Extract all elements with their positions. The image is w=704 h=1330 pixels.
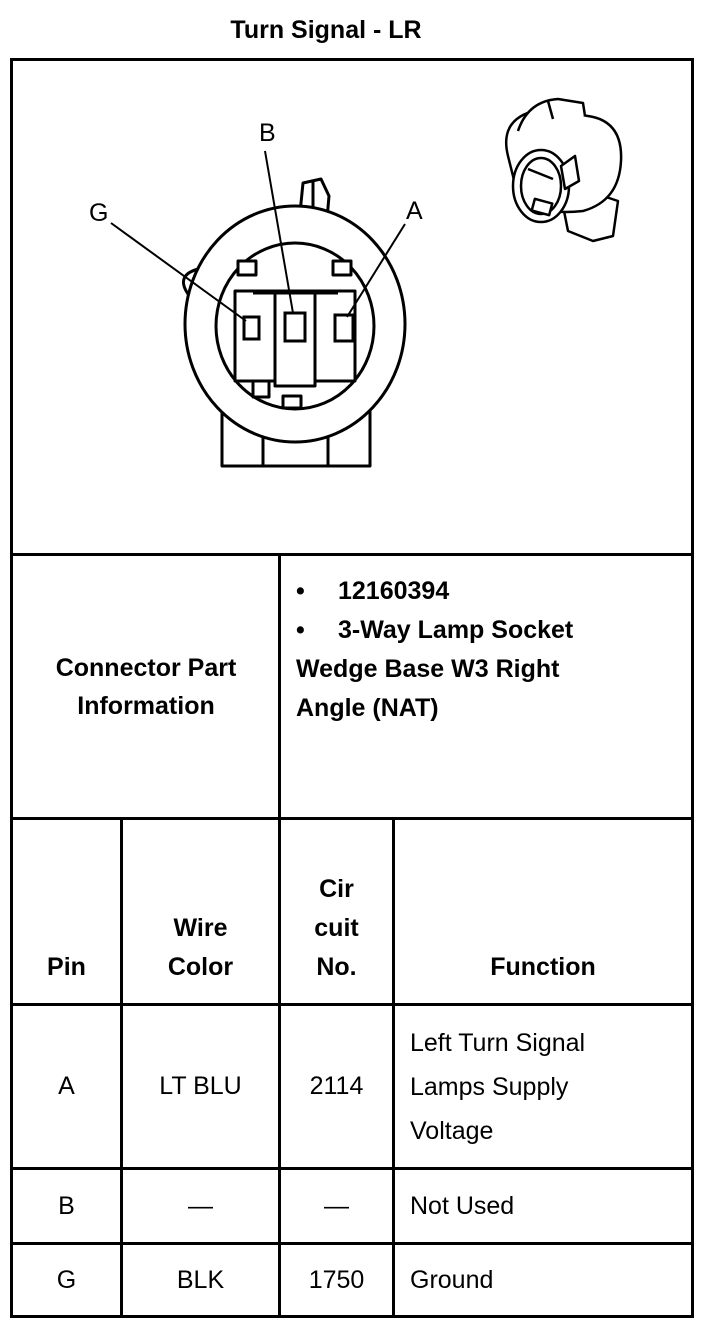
part-description-line2: Wedge Base W3 Right	[296, 655, 560, 683]
connector-label-line1: Connector Part	[55, 654, 237, 682]
bullet: •	[296, 616, 305, 644]
cell-wire-color: —	[188, 1191, 213, 1220]
pin-a-contact	[335, 315, 353, 341]
cell-function: Ground	[410, 1265, 494, 1294]
page-title: Turn Signal - LR	[230, 16, 422, 44]
pin-label-g: G	[89, 199, 109, 227]
bullet: •	[296, 577, 305, 605]
header-pin: Pin	[47, 953, 86, 981]
socket-perspective-view	[506, 99, 621, 241]
connector-part-info-values	[296, 572, 686, 728]
part-description-line3: Angle (NAT)	[296, 694, 439, 722]
header-wire-color: Wire Color	[167, 914, 234, 981]
cell-pin: A	[58, 1072, 75, 1100]
pin-label-b: B	[259, 119, 276, 147]
cell-function: Left Turn Signal Lamps Supply Voltage	[410, 1028, 586, 1145]
cell-pin: B	[58, 1191, 75, 1220]
cell-circuit: 1750	[308, 1265, 365, 1294]
pin-label-a: A	[406, 197, 423, 225]
part-description-line1: 3-Way Lamp Socket	[338, 616, 574, 644]
connector-diagram	[13, 61, 691, 551]
connector-part-info-label	[13, 556, 279, 818]
part-number: 12160394	[338, 577, 450, 605]
cell-circuit: —	[324, 1191, 349, 1220]
cell-wire-color: BLK	[176, 1265, 225, 1294]
cell-circuit: 2114	[309, 1072, 364, 1100]
header-circuit-no: Cir cuit No.	[314, 875, 359, 981]
cell-function: Not Used	[410, 1191, 515, 1220]
pin-b-contact	[285, 313, 305, 341]
connector-label-line2: Information	[77, 692, 215, 720]
cell-pin: G	[56, 1265, 77, 1294]
cell-wire-color: LT BLU	[159, 1072, 242, 1100]
header-function: Function	[490, 953, 596, 981]
